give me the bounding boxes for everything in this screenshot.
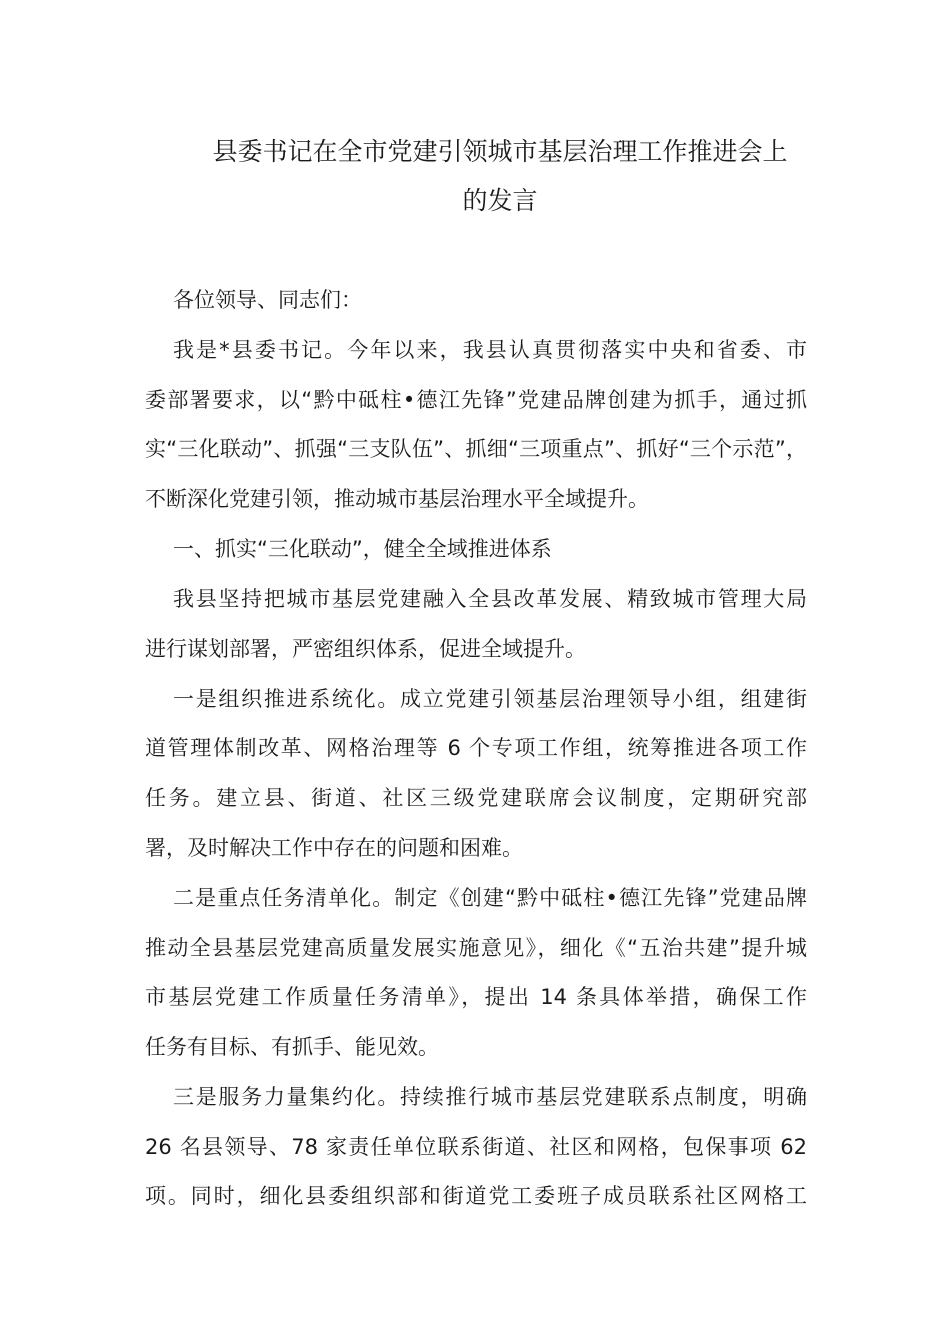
paragraph-line: 进行谋划部署，严密组织体系，促进全域提升。 — [145, 637, 586, 661]
document-title-line-1: 县委书记在全市党建引领城市基层治理工作推进会上 — [212, 137, 788, 166]
paragraph-line: 署，及时解决工作中存在的问题和困难。 — [145, 836, 523, 860]
paragraph-line: 道管理体制改革、网格治理等 6 个专项工作组，统筹推进各项工作 — [145, 736, 807, 760]
paragraph-line: 我县坚持把城市基层党建融入全县改革发展、精致城市管理大局 — [173, 587, 807, 611]
paragraph-line: 不断深化党建引领，推动城市基层治理水平全域提升。 — [145, 487, 649, 511]
paragraph-line: 委部署要求，以“黔中砥柱•德江先锋”党建品牌创建为抓手，通过抓 — [145, 388, 807, 412]
paragraph-line: 二是重点任务清单化。制定《创建“黔中砥柱•德江先锋”党建品牌 — [173, 886, 807, 910]
paragraph-line: 实“三化联动”、抓强“三支队伍”、抓细“三项重点”、抓好“三个示范”， — [145, 437, 807, 461]
paragraph-line: 任务有目标、有抓手、能见效。 — [145, 1035, 439, 1059]
paragraph-line: 我是*县委书记。今年以来，我县认真贯彻落实中央和省委、市 — [173, 338, 807, 362]
salutation: 各位领导、同志们： — [173, 288, 362, 312]
section-heading: 一、抓实“三化联动”，健全全域推进体系 — [173, 537, 552, 561]
paragraph-line: 三是服务力量集约化。持续推行城市基层党建联系点制度，明确 — [173, 1085, 807, 1109]
paragraph-line: 项。同时，细化县委组织部和街道党工委班子成员联系社区网格工 — [145, 1184, 807, 1208]
paragraph-line: 一是组织推进系统化。成立党建引领基层治理领导小组，组建街 — [173, 687, 807, 711]
document-title-line-2: 的发言 — [462, 186, 538, 215]
paragraph-line: 26 名县领导、78 家责任单位联系街道、社区和网格，包保事项 62 — [145, 1135, 807, 1159]
paragraph-line: 任务。建立县、街道、社区三级党建联席会议制度，定期研究部 — [145, 786, 807, 810]
paragraph-line: 市基层党建工作质量任务清单》，提出 14 条具体举措，确保工作 — [145, 985, 807, 1009]
paragraph-line: 推动全县基层党建高质量发展实施意见》，细化《“五治共建”提升城 — [145, 936, 807, 960]
